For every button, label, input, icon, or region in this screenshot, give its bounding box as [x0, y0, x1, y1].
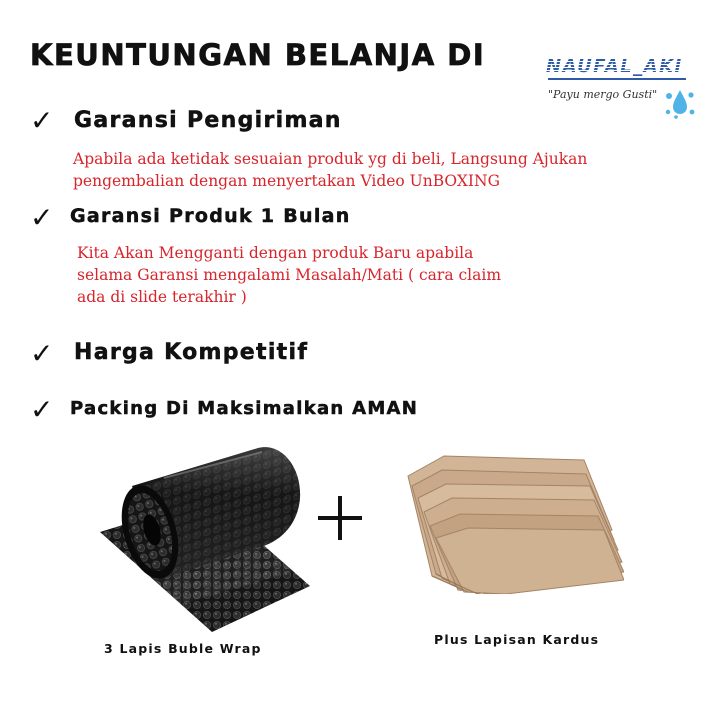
logo-name: NAUFAL_AKI [546, 56, 683, 77]
check-icon: ✓ [30, 201, 54, 234]
desc-line: Kita Akan Mengganti dengan produk Baru apabila [77, 244, 474, 262]
brand-logo [546, 56, 696, 126]
benefit-desc-warranty [77, 242, 501, 308]
desc-line: ada di slide terakhir ) [77, 288, 247, 306]
check-icon: ✓ [30, 337, 54, 370]
bubble-wrap-caption: 3 Lapis Buble Wrap [104, 641, 262, 656]
cardboard-caption: Plus Lapisan Kardus [434, 632, 600, 647]
page-title: KEUNTUNGAN BELANJA DI [30, 38, 486, 72]
benefit-heading-price: Harga Kompetitif [74, 340, 309, 365]
logo-underline [548, 78, 686, 80]
desc-line: Apabila ada ketidak sesuaian produk yg di beli, Langsung Ajukan [73, 150, 588, 168]
benefit-heading-packing: Packing Di Maksimalkan AMAN [70, 398, 419, 419]
logo-tagline: "Payu mergo Gusti" [548, 88, 658, 101]
check-icon: ✓ [30, 104, 54, 137]
water-splash-icon [664, 86, 696, 120]
benefit-desc-shipping [73, 148, 587, 192]
plus-icon [318, 496, 362, 540]
benefit-heading-warranty: Garansi Produk 1 Bulan [70, 205, 351, 227]
bubble-wrap-roll-image [92, 440, 322, 636]
desc-line: pengembalian dengan menyertakan Video UnBOXING [73, 172, 500, 190]
benefit-heading-shipping: Garansi Pengiriman [74, 108, 342, 133]
check-icon: ✓ [30, 393, 54, 426]
desc-line: selama Garansi mengalami Masalah/Mati ( cara claim [77, 266, 502, 284]
cardboard-sheets-image [402, 454, 624, 594]
